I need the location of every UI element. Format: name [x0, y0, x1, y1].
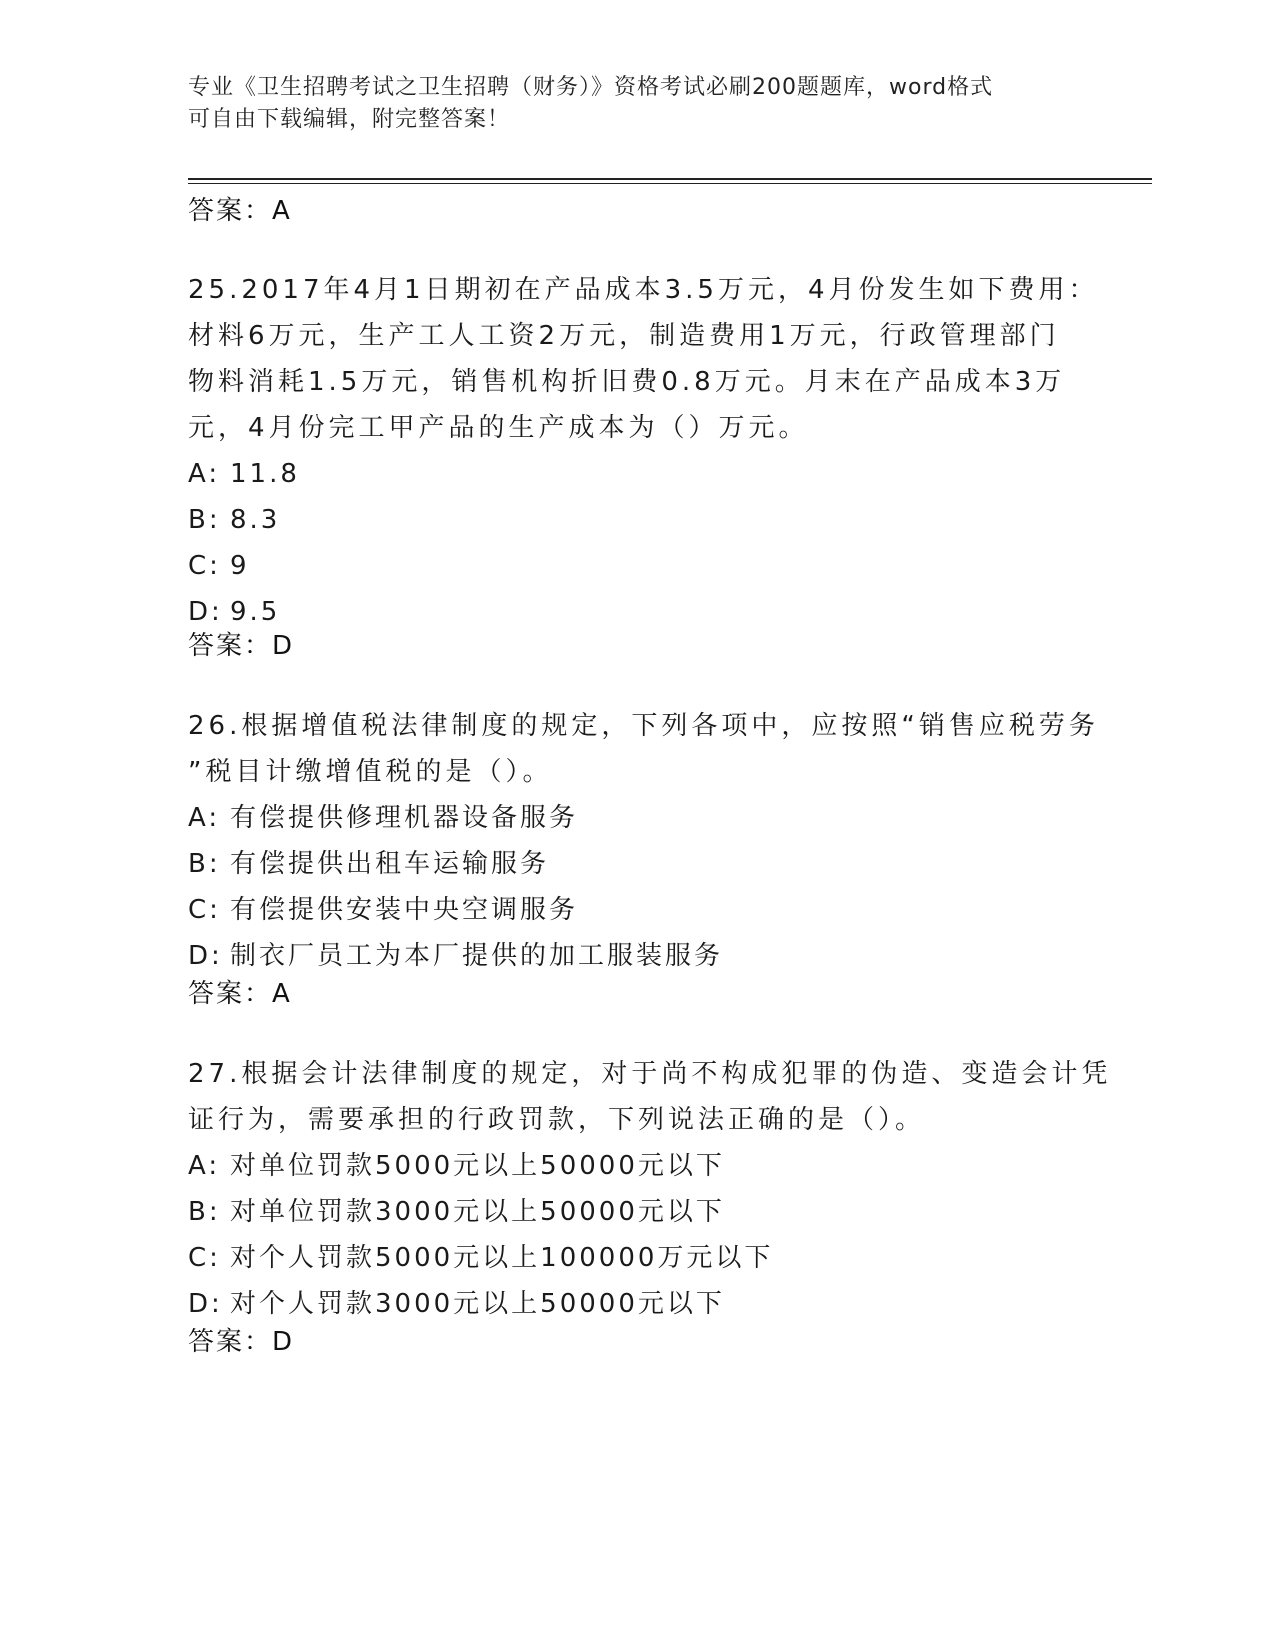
option-text: 对单位罚款3000元以上50000元以下: [230, 1197, 725, 1227]
question-stem-line: 材料6万元，生产工人工资2万元，制造费用1万元，行政管理部门: [188, 321, 1060, 351]
answer-25: 答案：D: [188, 631, 295, 661]
option-c: [188, 1235, 1088, 1281]
option-b: [188, 497, 1088, 543]
option-a: [188, 795, 1088, 841]
option-text: 有偿提供安装中央空调服务: [230, 895, 579, 925]
header-divider-thin: [188, 183, 1152, 184]
previous-answer: 答案：A: [188, 196, 292, 226]
question-26: [188, 703, 1099, 979]
question-stem-line: 物料消耗1.5万元，销售机构折旧费0.8万元。月末在产品成本3万: [188, 367, 1066, 397]
option-text: 有偿提供出租车运输服务: [230, 849, 550, 879]
header-divider-thick: [188, 178, 1152, 180]
answer-27: 答案：D: [188, 1327, 295, 1357]
answer-26: 答案：A: [188, 979, 292, 1009]
option-text: 对单位罚款5000元以上50000元以下: [230, 1151, 725, 1181]
option-c: [188, 887, 1088, 933]
option-key: A:: [188, 803, 221, 833]
header-line-1: 专业《卫生招聘考试之卫生招聘（财务）》资格考试必刷200题题库，word格式: [188, 75, 994, 100]
option-key: C:: [188, 895, 221, 925]
option-text: 对个人罚款5000元以上100000万元以下: [230, 1243, 774, 1273]
option-text: 9.5: [230, 597, 281, 627]
question-25: [188, 267, 1099, 635]
option-text: 11.8: [230, 459, 300, 489]
option-text: 制衣厂员工为本厂提供的加工服装服务: [230, 941, 724, 971]
question-27: [188, 1051, 1112, 1327]
option-text: 8.3: [230, 505, 281, 535]
option-key: A:: [188, 1151, 221, 1181]
option-key: B:: [188, 505, 221, 535]
option-key: C:: [188, 1243, 221, 1273]
option-c: [188, 543, 1088, 589]
option-a: [188, 1143, 1088, 1189]
question-stem-line: 26.根据增值税法律制度的规定，下列各项中，应按照“销售应税劳务: [188, 711, 1099, 741]
option-text: 对个人罚款3000元以上50000元以下: [230, 1289, 725, 1319]
option-key: B:: [188, 849, 221, 879]
option-key: D:: [188, 941, 223, 971]
option-key: B:: [188, 1197, 221, 1227]
option-d: [188, 589, 1088, 635]
question-stem-line: 25.2017年4月1日期初在产品成本3.5万元，4月份发生如下费用：: [188, 275, 1099, 305]
question-stem-line: ”税目计缴增值税的是（）。: [188, 757, 553, 787]
header-line-2: 可自由下载编辑，附完整答案！: [188, 107, 511, 132]
option-d: [188, 933, 1088, 979]
option-key: A:: [188, 459, 221, 489]
question-stem-line: 元，4月份完工甲产品的生产成本为（）万元。: [188, 413, 809, 443]
option-b: [188, 1189, 1088, 1235]
option-text: 有偿提供修理机器设备服务: [230, 803, 579, 833]
question-stem-line: 27.根据会计法律制度的规定，对于尚不构成犯罪的伪造、变造会计凭: [188, 1059, 1112, 1089]
document-header: [188, 72, 1068, 136]
option-a: [188, 451, 1088, 497]
option-key: D:: [188, 597, 223, 627]
option-key: D:: [188, 1289, 223, 1319]
option-text: 9: [230, 551, 250, 581]
question-stem-line: 证行为，需要承担的行政罚款，下列说法正确的是（）。: [188, 1105, 926, 1135]
option-d: [188, 1281, 1088, 1327]
option-b: [188, 841, 1088, 887]
option-key: C:: [188, 551, 221, 581]
